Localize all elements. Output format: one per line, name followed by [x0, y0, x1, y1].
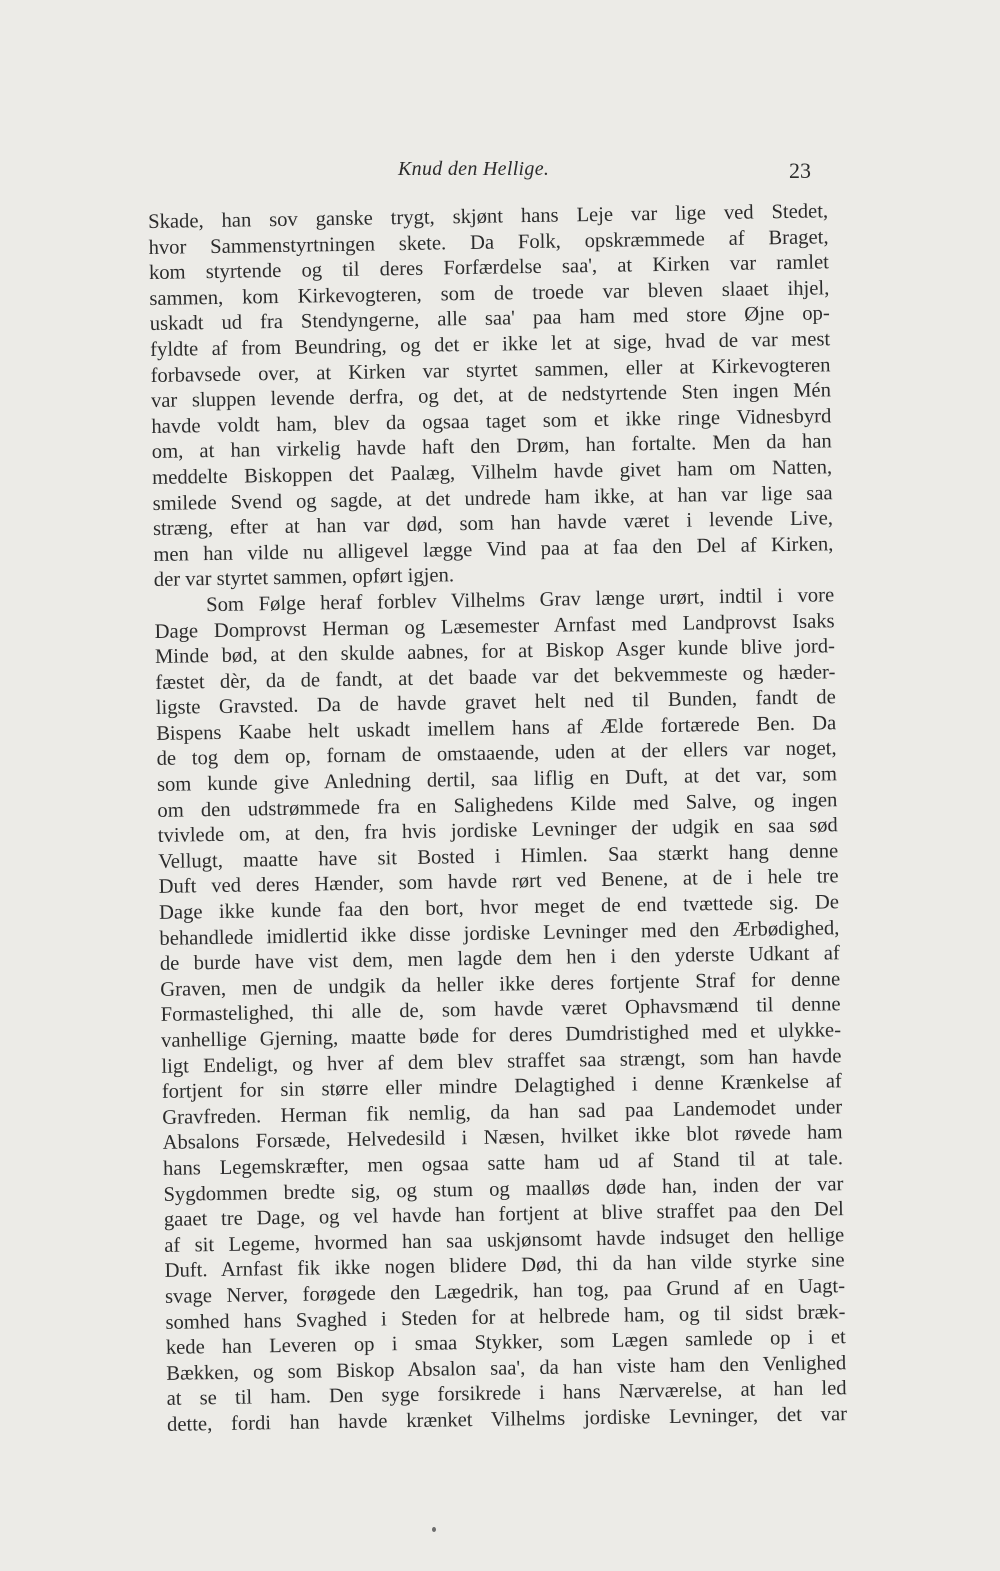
text-line: af sit Legeme, hvormed han saa uskjønsomt havde indsuget den hellige — [164, 1223, 845, 1257]
text-line: fyldte af from Beundring, og det er ikke let at sige, hvad de var mest — [150, 328, 831, 361]
text-line: var sluppen levende derfra, og det, at de nedstyrtende Sten ingen Mén — [150, 379, 832, 413]
text-line: ligt Endeligt, og hver af dem blev straffet saa strængt, som han havde — [161, 1044, 842, 1078]
text-line: Vellugt, maatte have sit Bosted i Himlen. Saa stærkt hang denne — [158, 840, 839, 873]
text-line: Duft. Arnfast fik ikke nogen blidere Død, thi da han vilde styrke sine — [164, 1249, 845, 1283]
text-line: dette, fordi han havde krænket Vilhelms jordiske Levninger, det var — [166, 1403, 848, 1436]
text-line: Skade, han sov ganske trygt, skjønt hans Leje var lige ved Stedet, — [148, 200, 829, 233]
text-line: men han vilde nu alligevel lægge Vind paa at faa den Del af Kirken, — [153, 532, 834, 566]
text-line: om den udstrømmede fra en Salighedens Kilde med Salve, og ingen — [157, 788, 838, 822]
text-line: havde voldt ham, blev da ogsaa taget som et ikke ringe Vidnesbyrd — [151, 405, 832, 438]
paragraph-end-line: der var styrtet sammen, opført igjen. — [153, 564, 455, 592]
text-line: Duft ved deres Hænder, som havde rørt ved Benene, at de i hele tre — [158, 865, 839, 899]
text-line: gaaet tre Dage, og vel havde han fortjent at blive straffet paa den Del — [163, 1198, 844, 1232]
text-line: smilede Svend og sagde, at det undrede ham ikke, at han var lige saa — [152, 481, 833, 515]
text-line: forbavsede over, at Kirken var styrtet sammen, eller at Kirkevogteren — [150, 353, 831, 387]
text-line: de tog dem op, fornam de omstaaende, uden at der ellers var noget, — [156, 737, 837, 771]
text-line: stræng, efter at han var død, som han havde været i levende Live, — [152, 507, 834, 541]
text-line: Dage Domprovst Herman og Læsemester Arnfast med Landprovst Isaks — [154, 609, 835, 643]
text-line: hvor Sammenstyrtningen skete. Da Folk, opskræmmede af Braget, — [148, 225, 829, 259]
paragraph-start-line: Som Følge heraf forblev Vilhelms Grav længe urørt, indtil i vore — [206, 584, 835, 617]
text-line: meddelte Biskoppen det Paalæg, Vilhelm havde givet ham om Natten, — [152, 456, 833, 489]
text-line: svage Nerver, forøgede den Lægedrik, han tog, paa Grund af en Uagt- — [164, 1275, 846, 1308]
text-line: kom styrtende og til deres Forfærdelse saa', at Kirken var ramlet — [148, 251, 830, 285]
body-text — [148, 199, 847, 1438]
running-title: Knud den Hellige. — [398, 158, 550, 180]
text-line: hans Legemskræfter, men ogsaa satte ham ud af Stand til at tale. — [162, 1147, 844, 1180]
text-line: Absalons Forsæde, Helvedesild i Næsen, hvilket ikke blot røvede ham — [162, 1121, 843, 1155]
text-line: Bækken, og som Biskop Absalon saa', da han viste ham den Venlighed — [166, 1351, 847, 1385]
text-line: fæstet dèr, da de fandt, at det baade var det bekvemmeste og hæder- — [155, 660, 836, 694]
text-line: de burde have vist dem, men lagde dem hen i den yderste Udkant af — [159, 942, 840, 976]
text-line: Bispens Kaabe helt uskadt imellem hans af Ælde fortærede Ben. Da — [156, 712, 837, 745]
ink-speck — [432, 1527, 436, 1532]
text-line: som kunde give Anledning dertil, saa liflig en Duft, at det var, som — [156, 763, 838, 796]
text-line: somhed hans Svaghed i Steden for at helbrede ham, og til sidst bræk- — [165, 1300, 846, 1334]
text-line: om, at han virkelig havde haft den Drøm, han fortalte. Men da han — [151, 430, 832, 464]
text-line: Formastelighed, thi alle de, som havde været Ophavsmænd til denne — [160, 993, 841, 1027]
text-line: vanhellige Gjerning, maatte bøde for deres Dumdristighed med et ulykke- — [160, 1019, 842, 1052]
text-line: ligste Gravsted. Da de havde gravet helt ned til Bunden, fandt de — [155, 686, 836, 720]
text-line: Gravfreden. Herman fik nemlig, da han sad paa Landemodet under — [162, 1095, 843, 1129]
text-line: behandlede imidlertid ikke disse jordiske Levninger med den Ærbødighed, — [159, 916, 840, 950]
text-line: uskadt ud fra Stendyngerne, alle saa' paa ham med store Øjne op- — [149, 302, 830, 336]
text-line: sammen, kom Kirkevogteren, som de troede var bleven slaaet ihjel, — [149, 277, 830, 310]
text-line: fortjent for sin større eller mindre Delagtighed i denne Krænkelse af — [161, 1070, 842, 1104]
text-line: Dage ikke kunde faa den bort, hvor meget de end tvættede sig. De — [158, 891, 840, 924]
text-line: Graven, men de undgik da heller ikke deres fortjente Straf for denne — [160, 968, 841, 1001]
text-line: kede han Leveren op i smaa Stykker, som Lægen samlede op i et — [165, 1326, 846, 1359]
text-line: tvivlede om, at den, fra hvis jordiske Levninger der udgik en saa sød — [157, 814, 838, 848]
text-line: Sygdommen bredte sig, og stum og maalløs døde han, inden der var — [163, 1172, 844, 1206]
text-line: at se til ham. Den syge forsikrede i hans Nærværelse, at han led — [166, 1377, 847, 1411]
running-head — [0, 158, 1000, 188]
page-number: 23 — [789, 158, 811, 183]
text-line: Minde bød, at den skulde aabnes, for at Biskop Asger kunde blive jord- — [154, 635, 836, 669]
